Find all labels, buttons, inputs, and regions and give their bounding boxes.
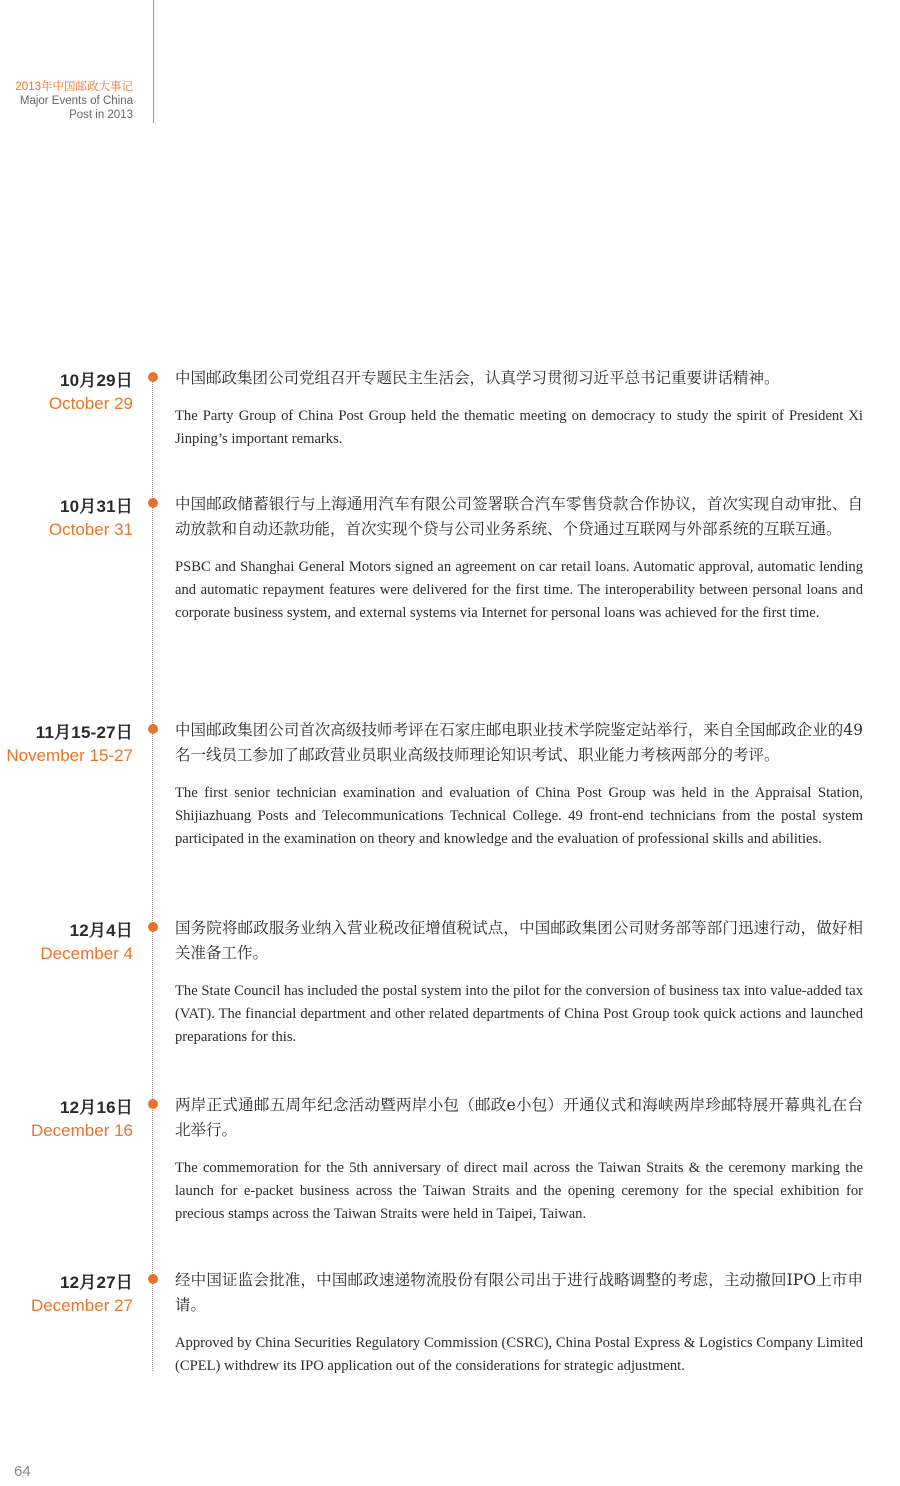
event-text bbox=[175, 916, 863, 1049]
event-text bbox=[175, 1093, 863, 1226]
event-text-en: The Party Group of China Post Group held the thematic meeting on democracy to study the spirit of President Xi Jinping’s important remarks. bbox=[175, 408, 863, 447]
event-text bbox=[175, 1268, 863, 1378]
event-date-en: October 31 bbox=[48, 520, 133, 539]
event-date-zh: 10月29日 bbox=[59, 371, 133, 390]
event-date-zh: 11月15-27日 bbox=[35, 723, 133, 742]
timeline-dot bbox=[148, 372, 158, 382]
event-text-en: The first senior technician examination and evaluation of China Post Group was held in the Appraisal Station, Shijiazhuang Posts and Telecommunications Technical College. 49 front-end technicians from the postal system participated in the examination on theory and knowledge and the evaluation of professional skills and abilities. bbox=[175, 785, 863, 847]
timeline-dot bbox=[148, 922, 158, 932]
event-text-en: Approved by China Securities Regulatory Commission (CSRC), China Postal Express & Logistics Company Limited (CPEL) withdrew its IPO application out of the considerations for strategic adjustment. bbox=[175, 1335, 863, 1374]
event-date-zh: 12月16日 bbox=[59, 1098, 133, 1117]
timeline-dot bbox=[148, 498, 158, 508]
event-date-en: October 29 bbox=[48, 394, 133, 413]
event-text-zh: 中国邮政集团公司党组召开专题民主生活会，认真学习贯彻习近平总书记重要讲话精神。 bbox=[175, 369, 780, 387]
timeline-dot bbox=[148, 1274, 158, 1284]
event-text bbox=[175, 718, 863, 851]
event-text-en: The State Council has included the postal system into the pilot for the conversion of business tax into value-added tax (VAT). The financial department and other related departments of China Post Group took quick actions and launched preparations for this. bbox=[175, 983, 863, 1045]
timeline-line bbox=[152, 376, 153, 1371]
header-title-en-line1: Major Events of China bbox=[19, 95, 133, 107]
header-divider bbox=[153, 0, 154, 123]
header-title-zh: 2013年中国邮政大事记 bbox=[15, 81, 133, 93]
event-text-zh: 中国邮政储蓄银行与上海通用汽车有限公司签署联合汽车零售贷款合作协议，首次实现自动审批、自动放款和自动还款功能，首次实现个贷与公司业务系统、个贷通过互联网与外部系统的互联互通。 bbox=[175, 495, 863, 538]
event-date-zh: 12月4日 bbox=[69, 921, 133, 940]
event-text-zh: 两岸正式通邮五周年纪念活动暨两岸小包（邮政e小包）开通仪式和海峡两岸珍邮特展开幕典礼在台北举行。 bbox=[175, 1096, 863, 1139]
page-header bbox=[0, 80, 133, 122]
event-text-zh: 中国邮政集团公司首次高级技师考评在石家庄邮电职业技术学院鉴定站举行，来自全国邮政企业的49名一线员工参加了邮政营业员职业高级技师理论知识考试、职业能力考核两部分的考评。 bbox=[175, 721, 863, 764]
event-text bbox=[175, 492, 863, 625]
header-title-en-line2: Post in 2013 bbox=[69, 109, 133, 121]
event-date-en: December 27 bbox=[30, 1296, 133, 1315]
event-date-en: December 4 bbox=[40, 944, 133, 963]
page-number: 64 bbox=[14, 1463, 31, 1480]
event-date-en: November 15-27 bbox=[6, 746, 133, 765]
timeline-dot bbox=[148, 1099, 158, 1109]
event-text-zh: 经中国证监会批准，中国邮政速递物流股份有限公司出于进行战略调整的考虑，主动撤回IPO上市申请。 bbox=[175, 1271, 863, 1314]
event-text bbox=[175, 366, 863, 451]
event-date-zh: 10月31日 bbox=[59, 497, 133, 516]
timeline-dot bbox=[148, 724, 158, 734]
event-text-en: The commemoration for the 5th anniversary of direct mail across the Taiwan Straits & the ceremony marking the launch for e-packet business across the Taiwan Straits and the opening ceremony for the special exhibition for precious stamps across the Taiwan Straits were held in Taipei, Taiwan. bbox=[175, 1160, 863, 1222]
event-date-en: December 16 bbox=[30, 1121, 133, 1140]
event-date-zh: 12月27日 bbox=[59, 1273, 133, 1292]
event-text-zh: 国务院将邮政服务业纳入营业税改征增值税试点，中国邮政集团公司财务部等部门迅速行动，做好相关准备工作。 bbox=[175, 919, 863, 962]
event-text-en: PSBC and Shanghai General Motors signed an agreement on car retail loans. Automatic approval, automatic lending and automatic repayment features were delivered for the first time. The interoperability between personal loans and corporate business system, and external systems via Internet for personal loans was achieved for the first time. bbox=[175, 559, 863, 621]
